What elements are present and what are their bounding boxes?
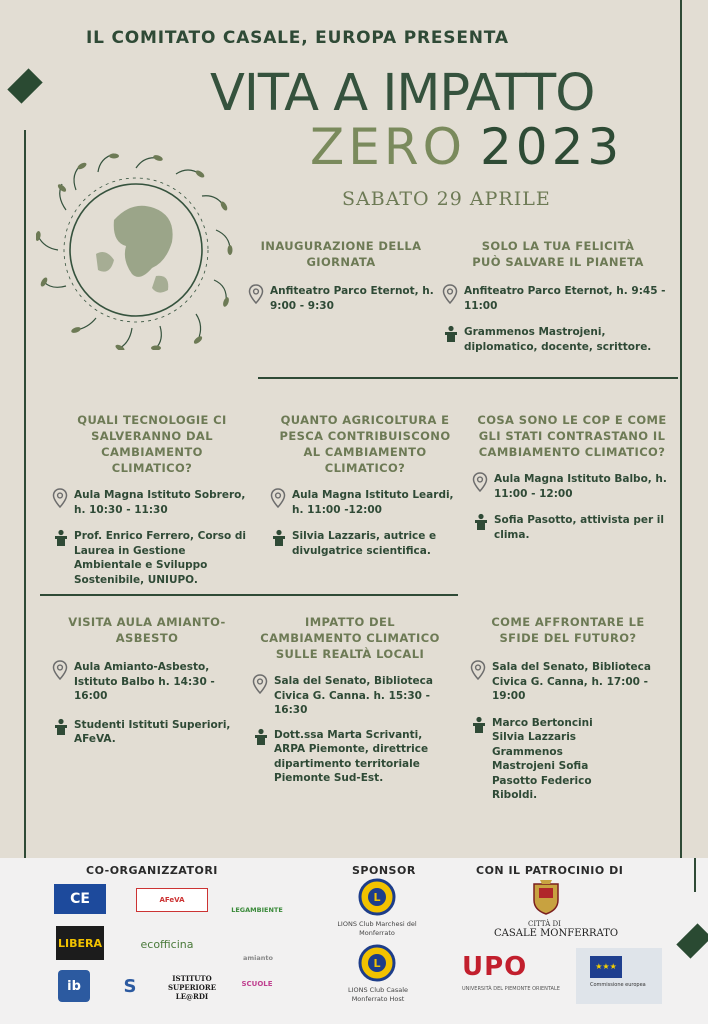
event-title: COME AFFRONTARE LE SFIDE DEL FUTURO? [491,615,645,645]
event-place: Sala del Senato, Biblioteca Civica G. Canna, h. 17:00 - 19:00 [492,661,651,702]
event-speaker: Silvia Lazzaris, autrice e divulgatrice scientifica. [292,530,437,557]
event-place: Aula Magna Istituto Balbo, h. 11:00 - 12:00 [494,473,667,500]
upo-caption: UNIVERSITÀ DEL PIEMONTE ORIENTALE [462,986,560,992]
amianto-logo: amianto [243,954,273,962]
city-small: CITTÀ DI [528,920,561,928]
event-card [248,238,434,313]
event-speaker: Marco Bertoncini Silvia Lazzaris Grammenos Mastrojeni Sofia Pasotto Federico Riboldi. [492,716,593,801]
scuole-logo: SCUOLE [241,980,273,988]
sponsor-1-caption: LIONS Club Marchesi del Monferrato [337,920,417,937]
event-card [52,412,252,587]
speaker-podium-icon [470,716,492,738]
globe-leaves-illustration [36,150,236,350]
event-card [472,412,672,542]
location-pin-icon [442,284,464,308]
sponsor-2-caption: LIONS Club Casale Monferrato Host [347,986,409,1003]
event-place: Aula Magna Istituto Leardi, h. 11:00 -12:00 [292,489,454,516]
city-crest-icon [530,878,562,916]
event-title: QUANTO AGRICOLTURA E PESCA CONTRIBUISCONO AL CAMBIAMENTO CLIMATICO? [279,413,451,475]
title-line-1: VITA A IMPATTO [210,64,595,123]
sponsor-footer [0,858,708,1024]
ib-logo: ib [58,970,90,1002]
upo-logo: UPO [462,952,528,982]
event-place: Aula Amianto-Asbesto, Istituto Balbo h. 14:30 - 16:00 [74,661,215,702]
event-speaker: Grammenos Mastrojeni, diplomatico, docente, scrittore. [464,326,652,353]
svg-text:L: L [373,957,381,970]
speaker-podium-icon [252,728,274,750]
event-card [270,412,460,558]
sobrero-logo: S [123,975,137,997]
legambiente-logo: LEGAMBIENTE [231,906,283,914]
speaker-podium-icon [52,529,74,551]
event-title: IMPATTO DEL CAMBIAMENTO CLIMATICO SULLE REALTÀ LOCALI [260,615,440,661]
event-card [442,238,674,354]
event-place: Anfiteatro Parco Eternot, h. 9:00 - 9:30 [270,285,434,312]
location-pin-icon [248,284,270,308]
location-pin-icon [470,660,492,684]
patrocinio-heading: CON IL PATROCINIO DI [476,864,624,877]
eu-logo [576,948,662,1004]
divider-2 [40,594,458,596]
event-card [52,614,242,747]
location-pin-icon [52,488,74,512]
event-place: Aula Magna Istituto Sobrero, h. 10:30 - 11:30 [74,489,246,516]
event-card [470,614,666,803]
event-title: QUALI TECNOLOGIE CI SALVERANNO DAL CAMBIAMENTO CLIMATICO? [77,413,227,475]
eu-flag-icon: ★★★ [590,956,622,978]
event-title: COSA SONO LE COP E COME GLI STATI CONTRASTANO IL CAMBIAMENTO CLIMATICO? [477,413,667,459]
event-title: VISITA AULA AMIANTO-ASBESTO [68,615,226,645]
lions-logo-1 [358,878,396,916]
speaker-podium-icon [442,325,464,347]
right-rule [680,0,682,858]
event-title: SOLO LA TUA FELICITÀ PUÒ SALVARE IL PIANETA [472,239,644,269]
right-rule-lower [694,858,696,892]
speaker-podium-icon [472,513,494,535]
location-pin-icon [472,472,494,496]
city-name: CASALE MONFERRATO [494,928,619,939]
afeva-logo: AFeVA [136,888,208,912]
event-date: SABATO 29 APRILE [342,188,551,210]
event-card [252,614,448,786]
lions-logo-2 [358,944,396,982]
title-year: 2023 [479,118,624,176]
title-zero: ZERO [310,118,466,176]
speaker-podium-icon [270,529,292,551]
divider-1 [258,377,678,379]
event-speaker: Prof. Enrico Ferrero, Corso di Laurea in Gestione Ambientale e Sviluppo Sostenibile, UNIUPO. [74,530,246,586]
diamond-ornament [7,68,42,103]
title-line-2 [310,118,623,176]
location-pin-icon [270,488,292,512]
location-pin-icon [252,674,274,698]
presenter-line: IL COMITATO CASALE, EUROPA PRESENTA [86,28,509,48]
eu-caption: Commissione europea [590,982,646,988]
sponsor-heading: SPONSOR [352,864,416,877]
ecofficina-logo: ecofficina [140,937,194,951]
leardi-logo: ISTITUTO SUPERIORE LE@RDI [167,973,217,1001]
event-title: INAUGURAZIONE DELLA GIORNATA [260,239,422,269]
coorg-heading: CO-ORGANIZZATORI [86,864,218,877]
event-speaker: Dott.ssa Marta Scrivanti, ARPA Piemonte, direttrice dipartimento territoriale Piemonte Sud-Est. [274,728,429,784]
left-rule [24,130,26,858]
event-speaker: Studenti Istituti Superiori, AFeVA. [74,718,231,745]
event-place: Anfiteatro Parco Eternot, h. 9:45 - 11:00 [464,285,666,312]
svg-text:L: L [373,891,381,904]
event-place: Sala del Senato, Biblioteca Civica G. Canna. h. 15:30 - 16:30 [274,675,433,716]
libera-logo: LIBERA [56,926,104,960]
location-pin-icon [52,660,74,684]
ce-logo: CE [54,884,106,914]
event-speaker: Sofia Pasotto, attivista per il clima. [494,514,665,541]
speaker-podium-icon [52,718,74,740]
